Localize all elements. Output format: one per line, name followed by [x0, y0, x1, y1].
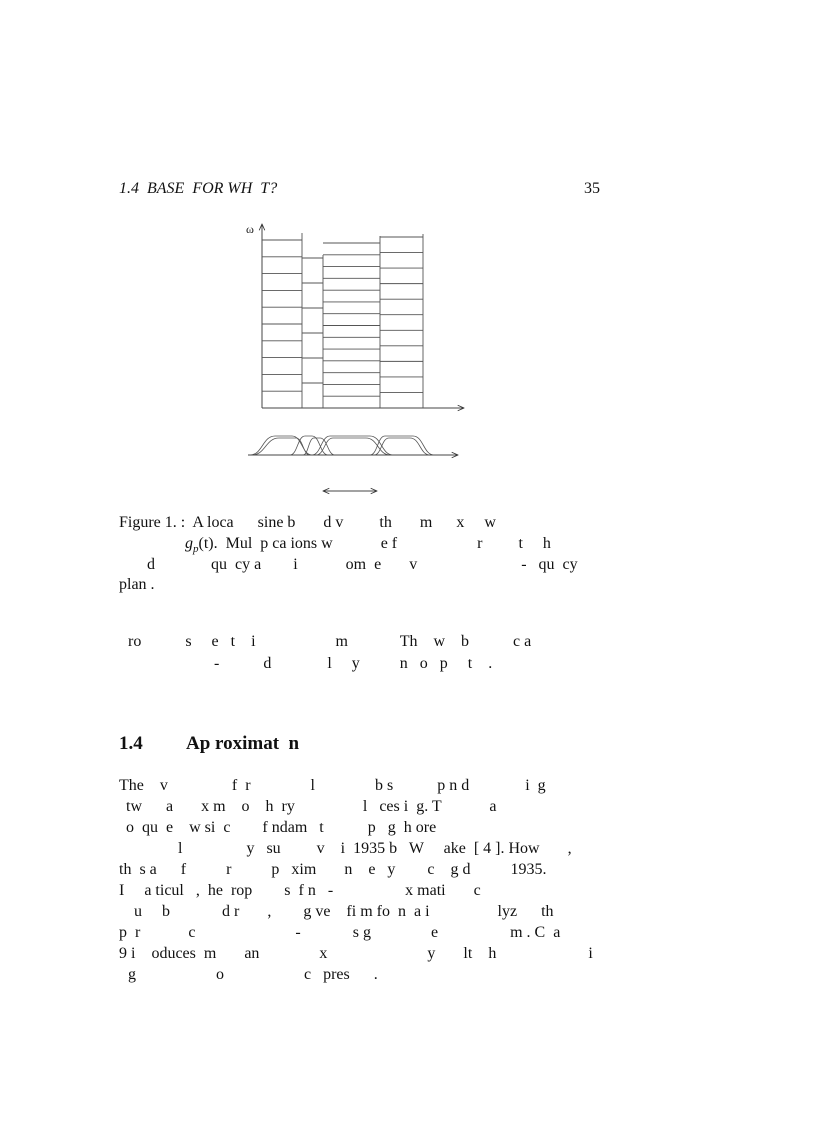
paragraph-2-line-6: I a ticul , he rop s f n - x mati c — [119, 882, 481, 899]
paragraph-1-line-1: ro s e t i m Th w b c a — [128, 633, 532, 650]
paragraph-2-line-9: 9 i oduces m an x y lt h i — [119, 945, 593, 962]
figure-caption-line-3: d qu cy a i om e v - qu cy — [147, 556, 578, 573]
paragraph-2-line-4: l y su v i 1935 b W ake [ 4 ]. How , — [178, 840, 572, 857]
caption-line-2-rest: (t). Mul p ca ions w e f r t h — [198, 535, 551, 552]
paragraph-2-line-10: g o c pres . — [128, 966, 378, 983]
figure-caption-line-2 — [119, 535, 551, 555]
paragraph-2-line-8: p r c - s g e m . C a — [119, 924, 561, 941]
tiling-grid — [262, 233, 423, 408]
paragraph-2-line-5: th s a f r p xim n e y c g d 1935. — [119, 861, 547, 878]
window-functions — [250, 436, 434, 455]
paragraph-2-line-7: u b d r , g ve fi m fo n a i lyz th — [134, 903, 554, 920]
paragraph-2-line-2: tw a x m o h ry l ces i g. T a — [126, 798, 497, 815]
figure-caption-line-4: plan . — [119, 576, 155, 593]
caption-function-g: g — [185, 535, 193, 552]
paragraph-1-line-2: - d l y n o p t . — [214, 655, 493, 672]
window-bump — [303, 438, 335, 455]
page-number: 35 — [584, 180, 600, 197]
caption-subscript-p: p — [193, 543, 199, 556]
paragraph-2-line-1: The v f r l b s p n d i g — [119, 777, 546, 794]
section-title: Ap roximat n — [186, 733, 300, 754]
paragraph-2-line-3: o qu e w si c f ndam t p g h ore — [126, 819, 437, 836]
section-number: 1.4 — [119, 733, 143, 754]
omega-axis-label: ω — [246, 222, 254, 236]
figure-caption-line-1: Figure 1. : A loca sine b d v th m x w — [119, 514, 496, 531]
time-frequency-figure — [0, 0, 816, 520]
window-bump — [252, 438, 310, 455]
running-header-title: 1.4 BASE FOR WH T? — [119, 180, 278, 197]
